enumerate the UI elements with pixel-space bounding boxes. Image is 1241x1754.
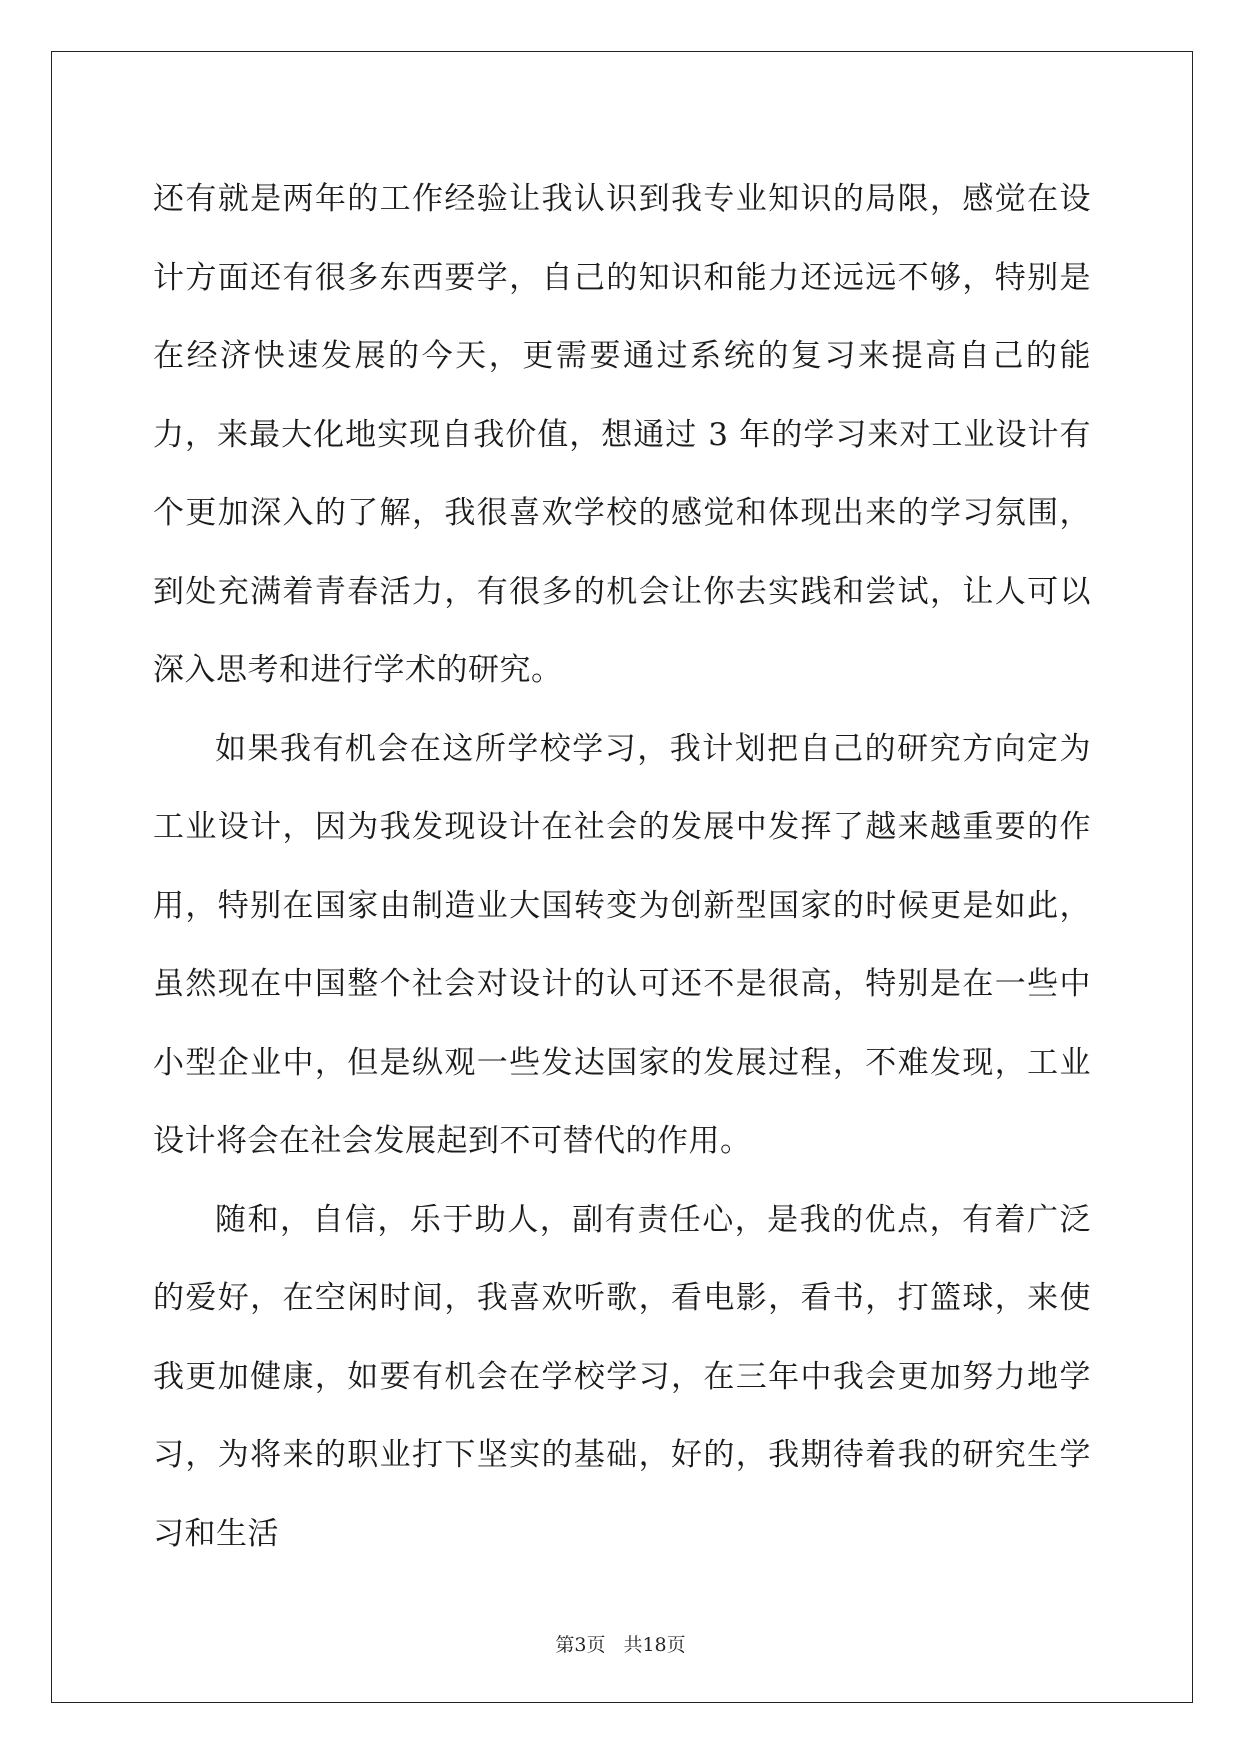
document-body [153, 160, 1091, 1573]
paragraph-3: 随和，自信，乐于助人，副有责任心，是我的优点，有着广泛的爱好，在空闲时间，我喜欢听歌，看电影，看书，打篮球，来使我更加健康，如要有机会在学校学习，在三年中我会更加努力地学习，为将来的职业打下坚实的基础，好的，我期待着我的研究生学习和生活 [153, 1201, 1091, 1552]
page-number: 第3页 [555, 1634, 606, 1656]
paragraph-1: 还有就是两年的工作经验让我认识到我专业知识的局限，感觉在设计方面还有很多东西要学，自己的知识和能力还远远不够，特别是在经济快速发展的今天，更需要通过系统的复习来提高自己的能力，来最大化地实现自我价值，想通过 3 年的学习来对工业设计有个更加深入的了解，我很喜欢学校的感觉和体现出来的学习氛围，到处充满着青春活力，有很多的机会让你去实践和尝试，让人可以深入思考和进行学术的研究。 [153, 181, 1091, 688]
page-footer [0, 1630, 1241, 1657]
paragraph-2: 如果我有机会在这所学校学习，我计划把自己的研究方向定为工业设计，因为我发现设计在社会的发展中发挥了越来越重要的作用，特别在国家由制造业大国转变为创新型国家的时候更是如此，虽然现在中国整个社会对设计的认可还不是很高，特别是在一些中小型企业中，但是纵观一些发达国家的发展过程，不难发现，工业设计将会在社会发展起到不可替代的作用。 [153, 730, 1091, 1159]
page-total: 共18页 [623, 1634, 686, 1656]
